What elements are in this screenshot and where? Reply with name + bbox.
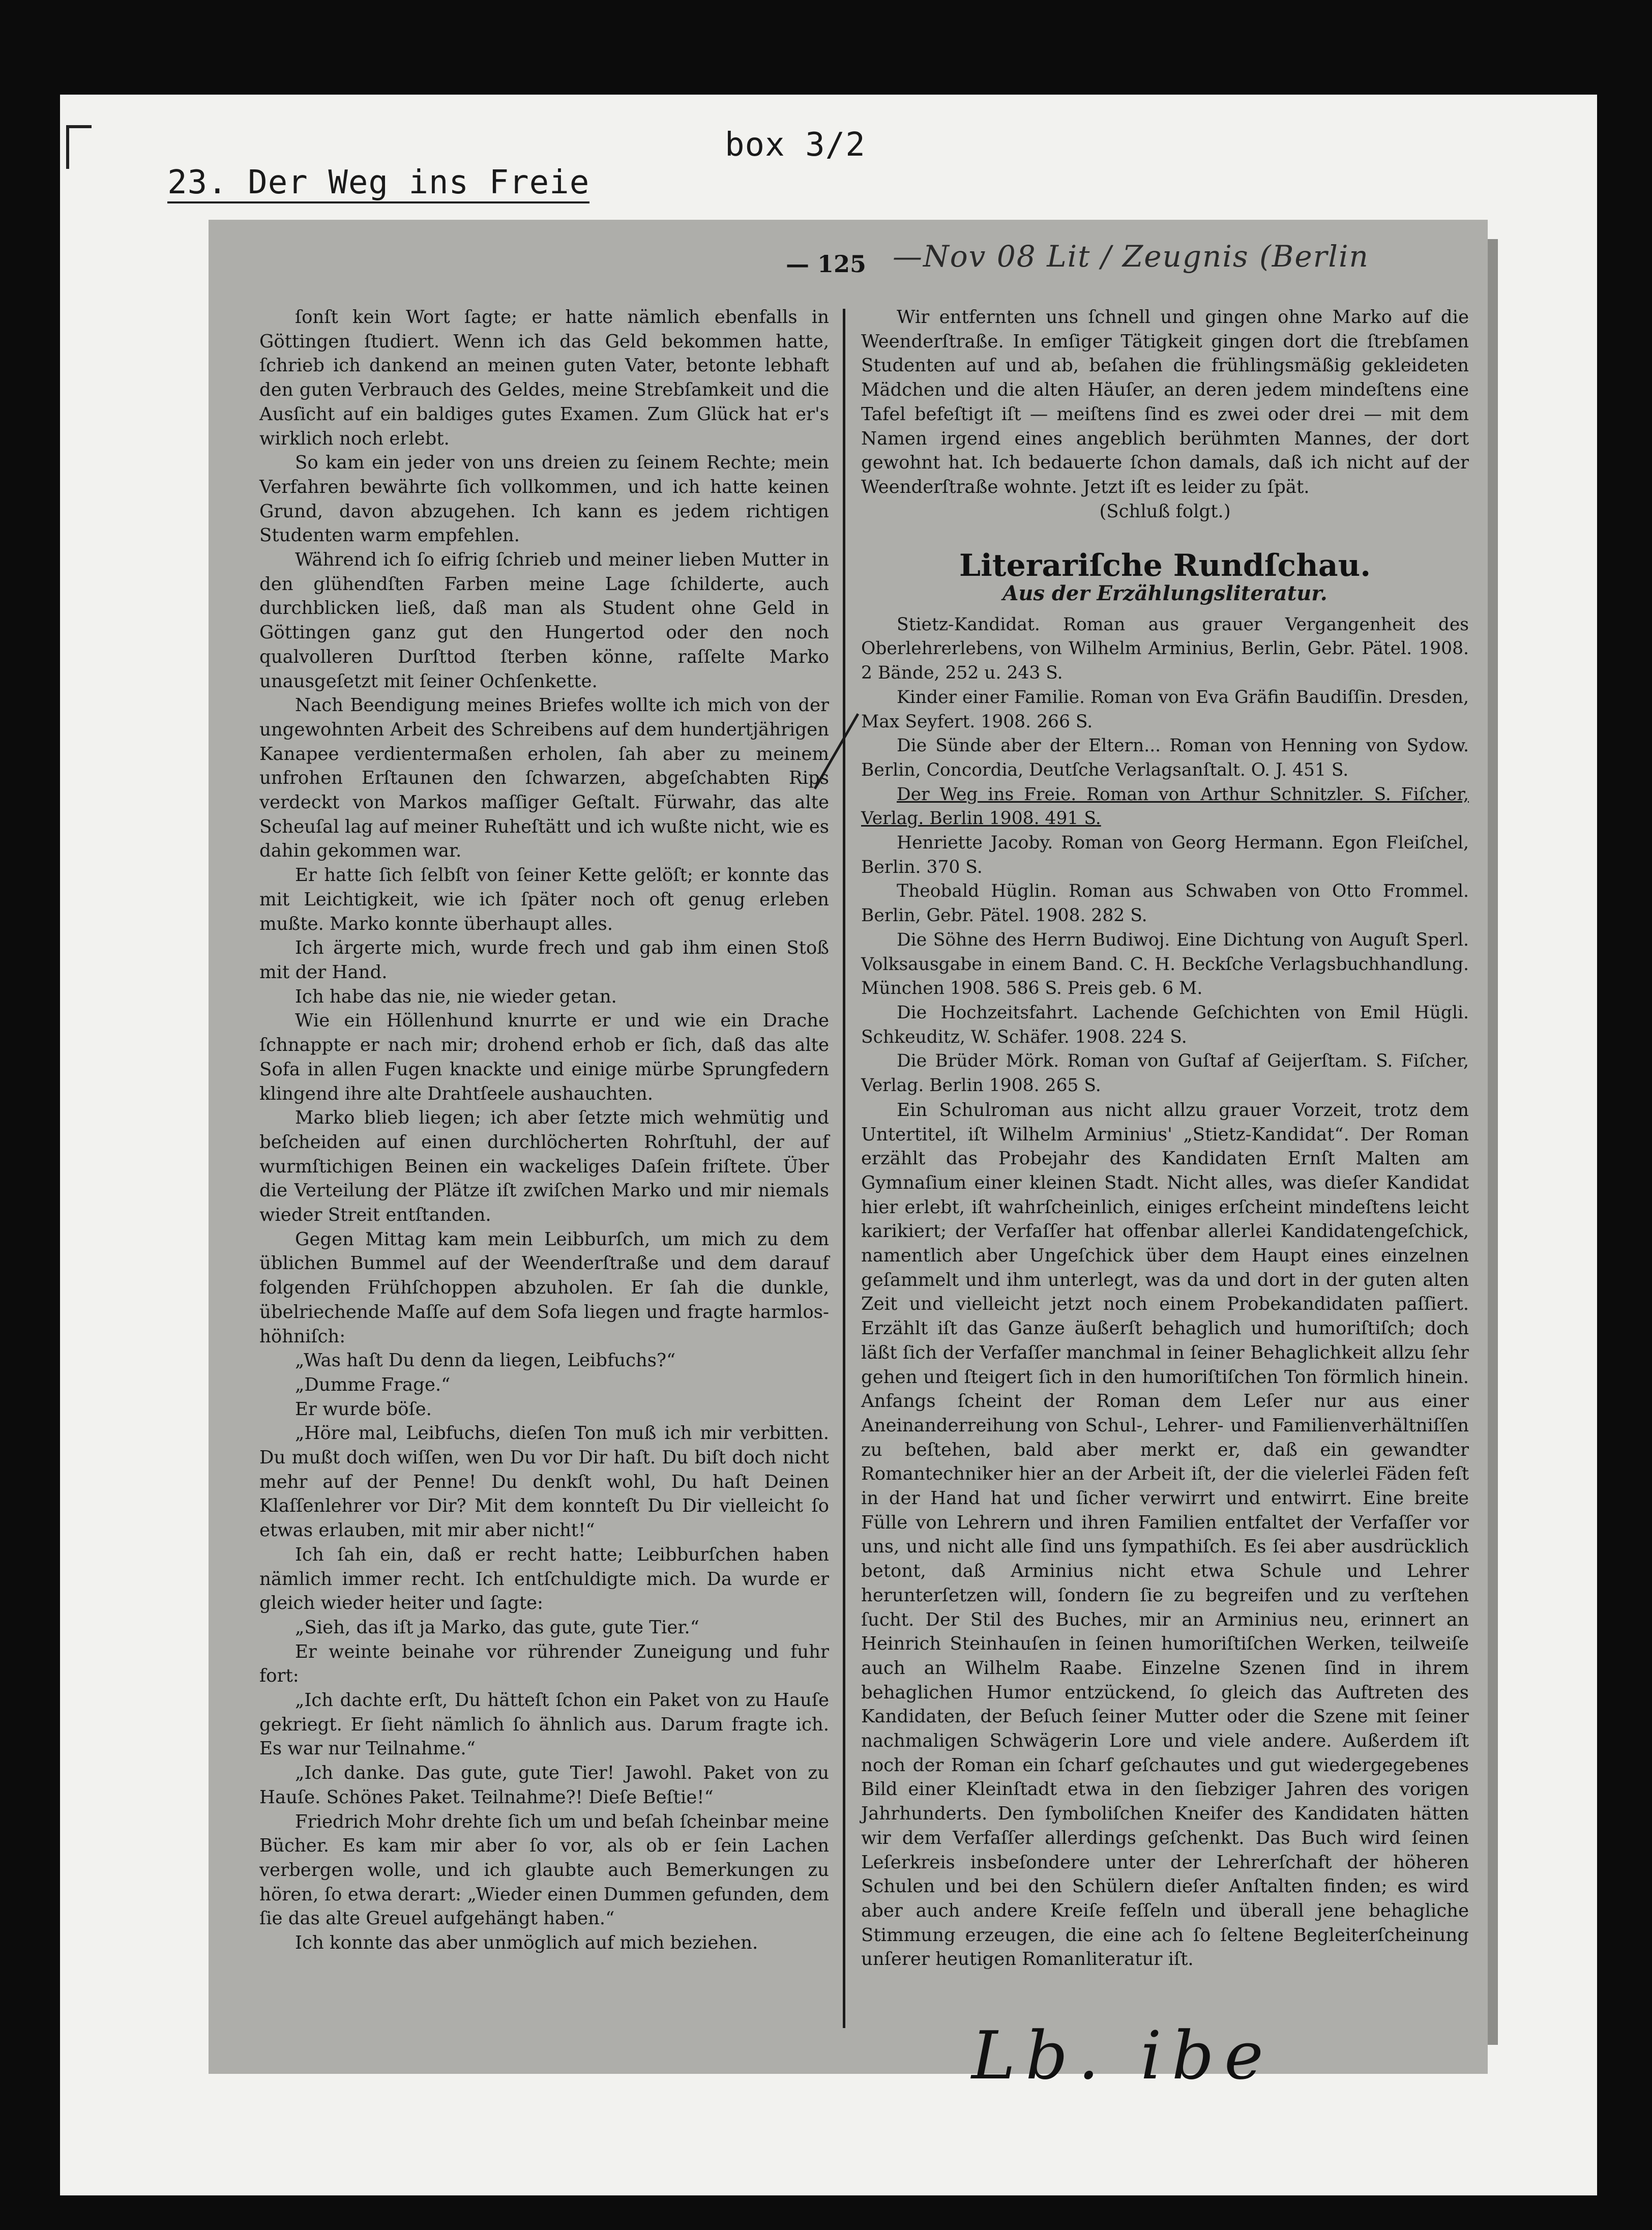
- article-paragraph: Ich ſah ein, daß er recht hatte; Leibburſchen haben nämlich immer recht. Ich entſchuldigte mich. Da wurde er gleich wieder heiter und ſagte:: [259, 1544, 829, 1614]
- article-paragraph: Nach Beendigung meines Briefes wollte ich mich von der ungewohnten Arbeit des Schreibens auf dem hundertjährigen Kanapee verdientermaßen erholen, ſah aber zu meinem unfrohen Erſtaunen den ſchwarzen, abgeſchabten Rips verdeckt von Markos maſſiger Geſtalt. Fürwahr, das alte Scheuſal lag auf meiner Ruheſtätt und ich wußte nicht, wie es dahin gekommen war.: [259, 695, 829, 862]
- book-entry: Die Brüder Mörk. Roman von Guſtaf af Geijerſtam. S. Fiſcher, Verlag. Berlin 1908. 265 S.: [861, 1051, 1469, 1096]
- book-entry: Die Sünde aber der Eltern... Roman von Henning von Sydow. Berlin, Concordia, Deutſche Verlagsanſtalt. O. J. 451 S.: [861, 736, 1469, 780]
- article-paragraph: „Ich dachte erſt, Du hätteſt ſchon ein Paket von zu Hauſe gekriegt. Er ſieht nämlich ſo ähnlich aus. Darum fragte ich. Es war nur Teilnahme.“: [259, 1690, 829, 1759]
- book-list: [861, 613, 1469, 1098]
- book-entry: Der Weg ins Freie. Roman von Arthur Schnitzler. S. Fiſcher, Verlag. Berlin 1908. 491 S.: [861, 784, 1469, 829]
- article-paragraph: Während ich ſo eifrig ſchrieb und meiner lieben Mutter in den glühendſten Farben meine Lage ſchilderte, auch durchblicken ließ, daß man als Student ohne Geld in Göttingen ganz gut den Hungertod oder den noch qualvolleren Durſttod ſterben könne, raſſelte Marko unausgeſetzt mit ſeiner Ochſenkette.: [259, 549, 829, 692]
- article-paragraph: „Sieh, das iſt ja Marko, das gute, gute Tier.“: [295, 1617, 699, 1638]
- article-paragraph: Friedrich Mohr drehte ſich um und beſah ſcheinbar meine Bücher. Es kam mir aber ſo vor, als ob er ſein Lachen verbergen wolle, und ich glaubte auch Bemerkungen zu hören, ſo etwa derart: „Wieder einen Dummen gefunden, dem ſie das alte Greuel aufgehängt haben.“: [259, 1811, 829, 1929]
- section-title: Literariſche Rundſchau.: [959, 548, 1371, 584]
- article-paragraph: Wie ein Höllenhund knurrte er und wie ein Drache ſchnappte er nach mir; drohend erhob er ſich, daß das alte Sofa in allen Fugen knackte und einige mürbe Sprungfedern klingend ihre alte Drahtſeele aushauchten.: [259, 1010, 829, 1104]
- review-text: [861, 1098, 1469, 1972]
- article-paragraph: „Dumme Frage.“: [295, 1374, 451, 1395]
- left-column: [259, 305, 829, 1955]
- book-entry: Henriette Jacoby. Roman von Georg Hermann. Egon Fleiſchel, Berlin. 370 S.: [861, 833, 1469, 877]
- handwritten-signature: Lb. ibe: [971, 2017, 1274, 2094]
- handwritten-note: —Nov 08 Lit / Zeugnis (Berlin: [893, 239, 1369, 274]
- newspaper-clipping: [209, 220, 1488, 2074]
- continued-note: (Schluß folgt.): [1099, 501, 1231, 522]
- story-ending: [861, 305, 1469, 500]
- article-paragraph: „Was haſt Du denn da liegen, Leibfuchs?“: [295, 1350, 676, 1371]
- article-paragraph: Marko blieb liegen; ich aber ſetzte mich wehmütig und beſcheiden auf einen durchlöcherten Rohrſtuhl, der auf wurmſtichigen Beinen ein wackeliges Daſein friſtete. Über die Verteilung der Plätze iſt zwiſchen Marko und mir niemals wieder Streit entſtanden.: [259, 1107, 829, 1226]
- article-paragraph: Er wurde böſe.: [295, 1398, 432, 1420]
- article-paragraph: Ich habe das nie, nie wieder getan.: [295, 986, 617, 1007]
- folder-title: 23. Der Weg ins Freie: [167, 164, 589, 203]
- box-label: box 3/2: [725, 126, 866, 164]
- article-paragraph: Ich konnte das aber unmöglich auf mich beziehen.: [295, 1932, 758, 1954]
- corner-mark: [66, 125, 92, 169]
- right-column: [861, 305, 1469, 1972]
- article-paragraph: Gegen Mittag kam mein Leibburſch, um mich zu dem üblichen Bummel auf der Weenderſtraße und dem darauf folgenden Frühſchoppen abzuholen. Er ſah die dunkle, übelriechende Maſſe auf dem Sofa liegen und fragte harmlos-höhniſch:: [259, 1228, 829, 1347]
- article-paragraph: Ich ärgerte mich, wurde frech und gab ihm einen Stoß mit der Hand.: [259, 937, 829, 983]
- article-paragraph: Er weinte beinahe vor rührender Zuneigung und fuhr fort:: [259, 1641, 829, 1687]
- article-paragraph: Wir entfernten uns ſchnell und gingen ohne Marko auf die Weenderſtraße. In emſiger Tätigkeit gingen dort die ſtrebſamen Studenten auf und ab, beſahen die frühlingsmäßig gekleideten Mädchen und die alten Häuſer, an deren jedem mindeſtens eine Tafel befeſtigt iſt — meiſtens ſind es zwei oder drei — mit dem Namen irgend eines angeblich berühmten Mannes, der dort gewohnt hat. Ich bedauerte ſchon damals, daß ich nicht auf der Weenderſtraße wohnte. Jetzt iſt es leider zu ſpät.: [861, 307, 1469, 497]
- page-number: — 125: [786, 250, 867, 278]
- column-divider: [843, 309, 845, 2028]
- book-entry: Stietz-Kandidat. Roman aus grauer Vergangenheit des Oberlehrerlebens, von Wilhelm Arminius, Berlin, Gebr. Pätel. 1908. 2 Bände, 252 u. 243 S.: [861, 614, 1469, 684]
- section-subtitle: Aus der Erzählungsliteratur.: [1002, 581, 1328, 606]
- clipping-edge: [1488, 239, 1498, 2045]
- article-paragraph: „Ich danke. Das gute, gute Tier! Jawohl. Paket von zu Hauſe. Schönes Paket. Teilnahme?! Dieſe Beſtie!“: [259, 1763, 829, 1808]
- book-entry: Die Söhne des Herrn Budiwoj. Eine Dichtung von Auguſt Sperl. Volksausgabe in einem Band. C. H. Beckſche Verlagsbuchhandlung. München 1908. 586 S. Preis geb. 6 M.: [861, 929, 1469, 999]
- article-paragraph: So kam ein jeder von uns dreien zu ſeinem Rechte; mein Verfahren bewährte ſich vollkommen, und ich hatte keinen Grund, davon abzugehen. Ich kann es jedem richtigen Studenten warm empfehlen.: [259, 452, 829, 546]
- book-entry: Theobald Hüglin. Roman aus Schwaben von Otto Frommel. Berlin, Gebr. Pätel. 1908. 282 S.: [861, 881, 1469, 926]
- article-paragraph: Er hatte ſich ſelbſt von ſeiner Kette gelöſt; er konnte das mit Leichtigkeit, wie ich ſpäter noch oft genug erleben mußte. Marko konnte überhaupt alles.: [259, 865, 829, 934]
- article-paragraph: ſonſt kein Wort ſagte; er hatte nämlich ebenfalls in Göttingen ſtudiert. Wenn ich das Geld bekommen hatte, ſchrieb ich dankend an meinen guten Vater, betonte lebhaft den guten Verbrauch des Geldes, meine Strebſamkeit und die Ausſicht auf ein baldiges gutes Examen. Zum Glück hat er's wirklich noch erlebt.: [259, 307, 829, 449]
- review-paragraph: Ein Schulroman aus nicht allzu grauer Vorzeit, trotz dem Untertitel, iſt Wilhelm Arminius' „Stietz-Kandidat“. Der Roman erzählt das Probejahr des Kandidaten Ernſt Malten am Gymnaſium einer kleinen Stadt. Nicht alles, was dieſer Kandidat hier erlebt, iſt wahrſcheinlich, einiges erſcheint mindeſtens leicht karikiert; der Verfaſſer hat offenbar allerlei Kandidatengeſchick, namentlich aber Ungeſchick über dem Haupt eines einzelnen geſammelt und ihm unterlegt, was da und dort in der guten alten Zeit und vielleicht jetzt noch einem Probekandidaten paſſiert. Erzählt iſt das Ganze äußerſt behaglich und humoriſtiſch; doch läßt ſich der Verfaſſer manchmal in ſeiner Behaglichkeit allzu ſehr gehen und ſteigert ſich in den humoriſtiſchen Ton förmlich hinein. Anfangs ſcheint der Roman dem Leſer nur aus einer Aneinanderreihung von Schul-, Lehrer- und Familienverhältniſſen zu beſtehen, bald aber merkt er, daß ein gewandter Romantechniker hier an der Arbeit iſt, der die vielerlei Fäden feſt in der Hand hat und ſicher verwirrt und entwirrt. Eine breite Fülle von Lehrern und ihren Familien entfaltet der Verfaſſer vor uns, und nicht alle ſind uns ſympathiſch. Es ſei aber ausdrücklich betont, daß Arminius nicht etwa Schule und Lehrer herunterſetzen will, ſondern ſie zu begreifen und zu verſtehen ſucht. Der Stil des Buches, mir an Arminius neu, erinnert an Heinrich Steinhauſen in ſeinen humoriſtiſchen Werken, teilweiſe auch an Wilhelm Raabe. Einzelne Szenen ſind in ihrem behaglichen Humor entzückend, ſo gleich das Auftreten des Kandidaten, der Beſuch ſeiner Mutter oder die Szene mit ſeiner nachmaligen Schwägerin Lore und viele andere. Außerdem iſt noch der Roman ein ſcharf geſchautes und gut wiedergegebenes Bild einer Kleinſtadt etwa in den ſiebziger Jahren des vorigen Jahrhunderts. Den ſymboliſchen Kneifer des Kandidaten hätten wir dem Verfaſſer allerdings geſchenkt. Das Buch wird ſeinen Leſerkreis insbeſondere unter der Lehrerſchaft der höheren Schulen und bei den Schülern dieſer Anſtalten finden; es wird aber auch andere Kreiſe feſſeln und überall jene behagliche Stimmung erzeugen, die eine ach ſo ſeltene Begleiterſcheinung unſerer heutigen Romanliteratur iſt.: [861, 1099, 1469, 1970]
- article-paragraph: „Höre mal, Leibfuchs, dieſen Ton muß ich mir verbitten. Du mußt doch wiſſen, wen Du vor Dir haſt. Du biſt doch nicht mehr auf der Penne! Du denkſt wohl, Du haſt Deinen Klaſſenlehrer vor Dir? Mit dem konnteſt Du Dir vielleicht ſo etwas erlauben, mit mir aber nicht!“: [259, 1423, 829, 1541]
- book-entry: Kinder einer Familie. Roman von Eva Gräfin Baudiſſin. Dresden, Max Seyfert. 1908. 266 S.: [861, 687, 1469, 732]
- book-entry: Die Hochzeitsfahrt. Lachende Geſchichten von Emil Hügli. Schkeuditz, W. Schäfer. 1908. 224 S.: [861, 1002, 1469, 1047]
